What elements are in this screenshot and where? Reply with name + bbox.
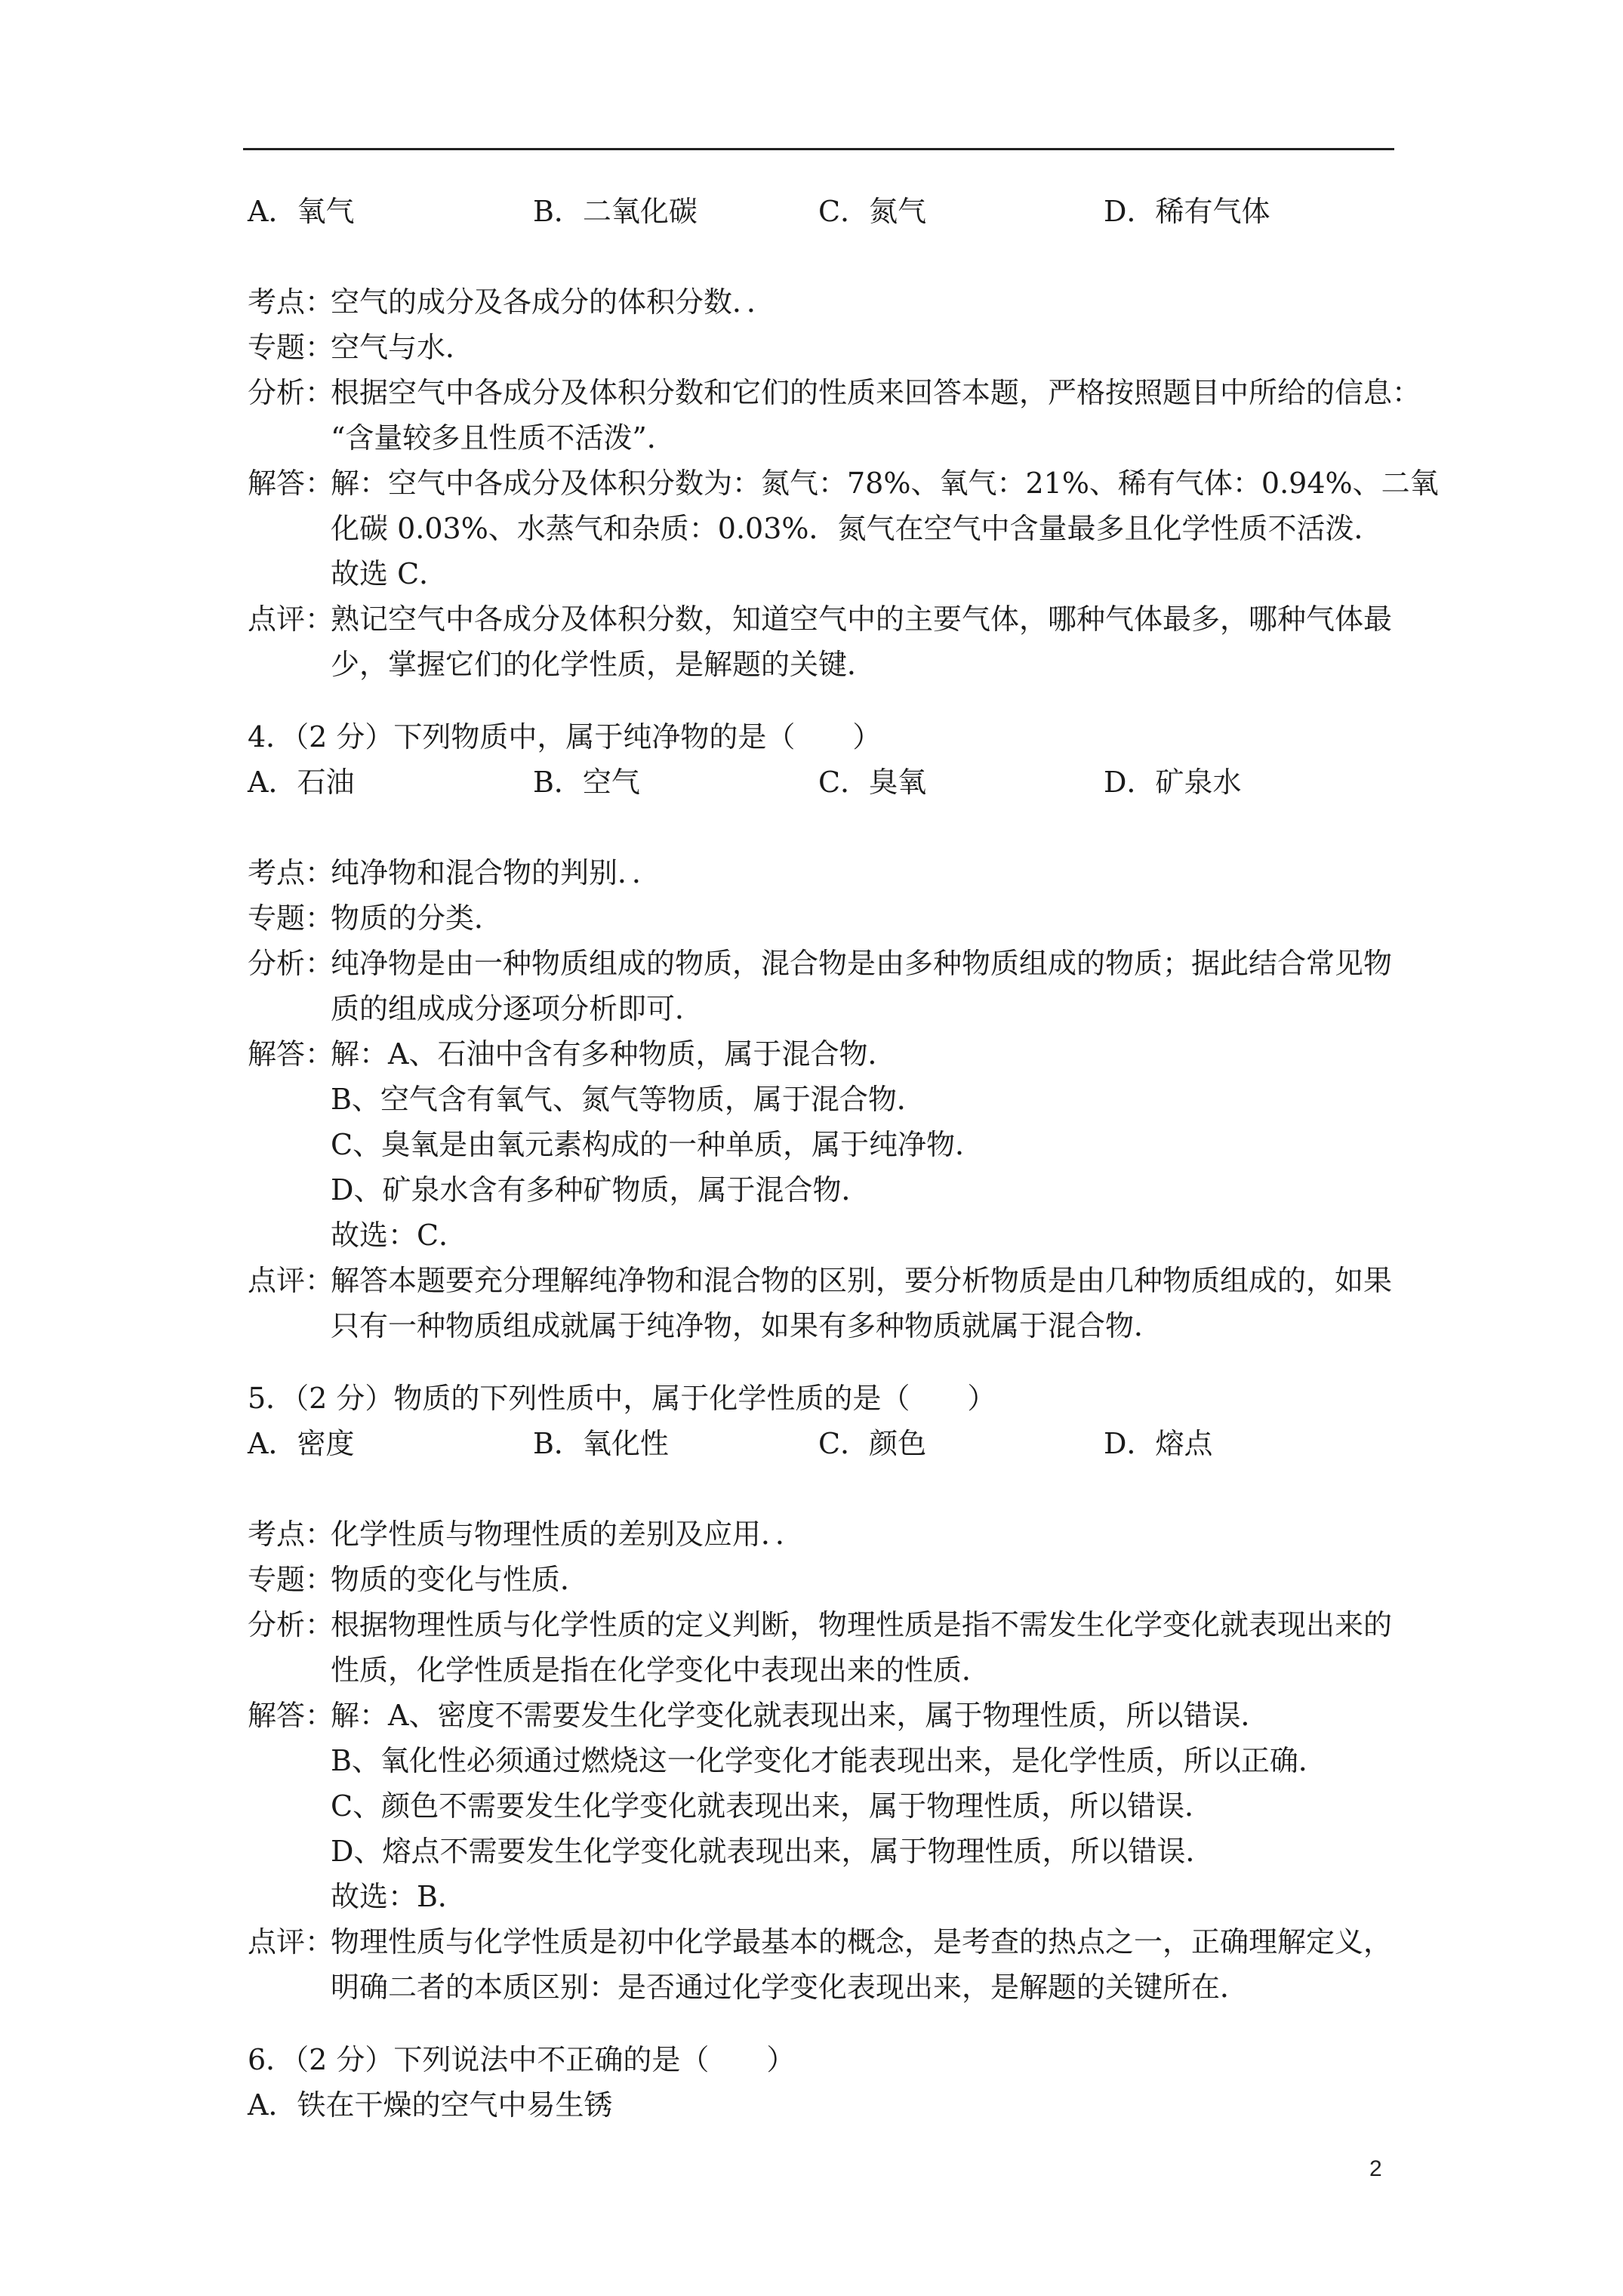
q4-kaodian: 考点： 纯净物和混合物的判别．． bbox=[248, 856, 661, 889]
q5-options bbox=[248, 1421, 1395, 1466]
q5-option-c: C．颜色 bbox=[818, 1427, 927, 1460]
q5-fenxi: 分析： 根据物理性质与化学性质的定义判断，物理性质是指不需发生化学变化就表现出来的 bbox=[248, 1608, 1393, 1641]
q4-option-c: C．臭氧 bbox=[818, 766, 927, 799]
q3-option-c: C．氮气 bbox=[818, 195, 927, 228]
q5-jieda-answer: 故选：B． bbox=[331, 1880, 467, 1913]
q6-option-a: A．铁在干燥的空气中易生锈 bbox=[248, 2088, 613, 2122]
page-content bbox=[248, 189, 1439, 2128]
header-rule bbox=[243, 148, 1394, 150]
q6-stem: 6．（2 分）下列说法中不正确的是（ ） bbox=[248, 2043, 796, 2076]
q3-option-b: B．二氧化碳 bbox=[533, 195, 698, 228]
q4-jieda-b: B、空气含有氧气、氮气等物质，属于混合物． bbox=[331, 1083, 925, 1116]
q4-jieda: 解答： 解：A、石油中含有多种物质，属于混合物． bbox=[248, 1037, 897, 1071]
q3-fenxi-cont: “含量较多且性质不活泼”． bbox=[331, 421, 676, 455]
q5-option-d: D．熔点 bbox=[1104, 1427, 1213, 1460]
q4-option-b: B．空气 bbox=[533, 766, 640, 799]
q4-dianping-cont: 只有一种物质组成就属于纯净物，如果有多种物质就属于混合物． bbox=[331, 1309, 1163, 1342]
q3-dianping-cont: 少，掌握它们的化学性质，是解题的关键． bbox=[331, 648, 876, 681]
q4-option-d: D．矿泉水 bbox=[1104, 766, 1242, 799]
q4-dianping: 点评： 解答本题要充分理解纯净物和混合物的区别，要分析物质是由几种物质组成的，如果 bbox=[248, 1264, 1393, 1297]
q5-zhuanti: 专题： 物质的变化与性质． bbox=[248, 1563, 590, 1596]
q5-fenxi-cont: 性质，化学性质是指在化学变化中表现出来的性质． bbox=[331, 1653, 991, 1687]
q3-zhuanti: 专题： 空气与水． bbox=[248, 331, 475, 364]
q5-jieda-d: D、熔点不需要发生化学变化就表现出来，属于物理性质，所以错误． bbox=[331, 1835, 1215, 1868]
q5-jieda-b: B、氧化性必须通过燃烧这一化学变化才能表现出来，是化学性质，所以正确． bbox=[331, 1744, 1327, 1777]
q3-option-a: A．氧气 bbox=[248, 195, 355, 228]
q5-stem: 5．（2 分）物质的下列性质中，属于化学性质的是（ ） bbox=[248, 1382, 996, 1415]
q3-jieda-line: 化碳 0.03%、水蒸气和杂质：0.03%．氮气在空气中含量最多且化学性质不活泼． bbox=[331, 512, 1383, 545]
q4-fenxi-cont: 质的组成成分逐项分析即可． bbox=[331, 992, 704, 1025]
q3-jieda-answer: 故选 C． bbox=[331, 557, 448, 590]
q5-dianping-cont: 明确二者的本质区别：是否通过化学变化表现出来，是解题的关键所在． bbox=[331, 1971, 1249, 2004]
q3-options bbox=[248, 189, 1395, 234]
q4-zhuanti: 专题： 物质的分类． bbox=[248, 901, 504, 935]
q3-dianping: 点评： 熟记空气中各成分及体积分数，知道空气中的主要气体，哪种气体最多，哪种气体最 bbox=[248, 603, 1393, 636]
q4-stem: 4．（2 分）下列物质中，属于纯净物的是（ ） bbox=[248, 720, 882, 754]
q3-jieda: 解答： 解：空气中各成分及体积分数为：氮气：78%、氧气：21%、稀有气体：0.94%、二氧 bbox=[248, 467, 1439, 500]
q3-fenxi: 分析： 根据空气中各成分及体积分数和它们的性质来回答本题，严格按照题目中所给的信息： bbox=[248, 376, 1421, 409]
q4-jieda-c: C、臭氧是由氧元素构成的一种单质，属于纯净物． bbox=[331, 1128, 984, 1161]
q5-option-a: A．密度 bbox=[248, 1427, 355, 1460]
q5-jieda-c: C、颜色不需要发生化学变化就表现出来，属于物理性质，所以错误． bbox=[331, 1789, 1214, 1823]
page-number: 2 bbox=[1369, 2156, 1382, 2181]
q4-jieda-d: D、矿泉水含有多种矿物质，属于混合物． bbox=[331, 1173, 870, 1207]
q5-kaodian: 考点： 化学性质与物理性质的差别及应用．． bbox=[248, 1518, 805, 1551]
q4-options bbox=[248, 760, 1395, 805]
q5-option-b: B．氧化性 bbox=[533, 1427, 669, 1460]
q5-dianping: 点评： 物理性质与化学性质是初中化学最基本的概念，是考查的热点之一，正确理解定义， bbox=[248, 1925, 1393, 1959]
q4-jieda-answer: 故选：C． bbox=[331, 1219, 468, 1252]
q5-jieda: 解答： 解：A、密度不需要发生化学变化就表现出来，属于物理性质，所以错误． bbox=[248, 1699, 1270, 1732]
q4-option-a: A．石油 bbox=[248, 766, 355, 799]
q3-kaodian: 考点： 空气的成分及各成分的体积分数．． bbox=[248, 285, 776, 319]
q3-option-d: D．稀有气体 bbox=[1104, 195, 1270, 228]
q4-fenxi: 分析： 纯净物是由一种物质组成的物质，混合物是由多种物质组成的物质；据此结合常见物 bbox=[248, 947, 1393, 980]
